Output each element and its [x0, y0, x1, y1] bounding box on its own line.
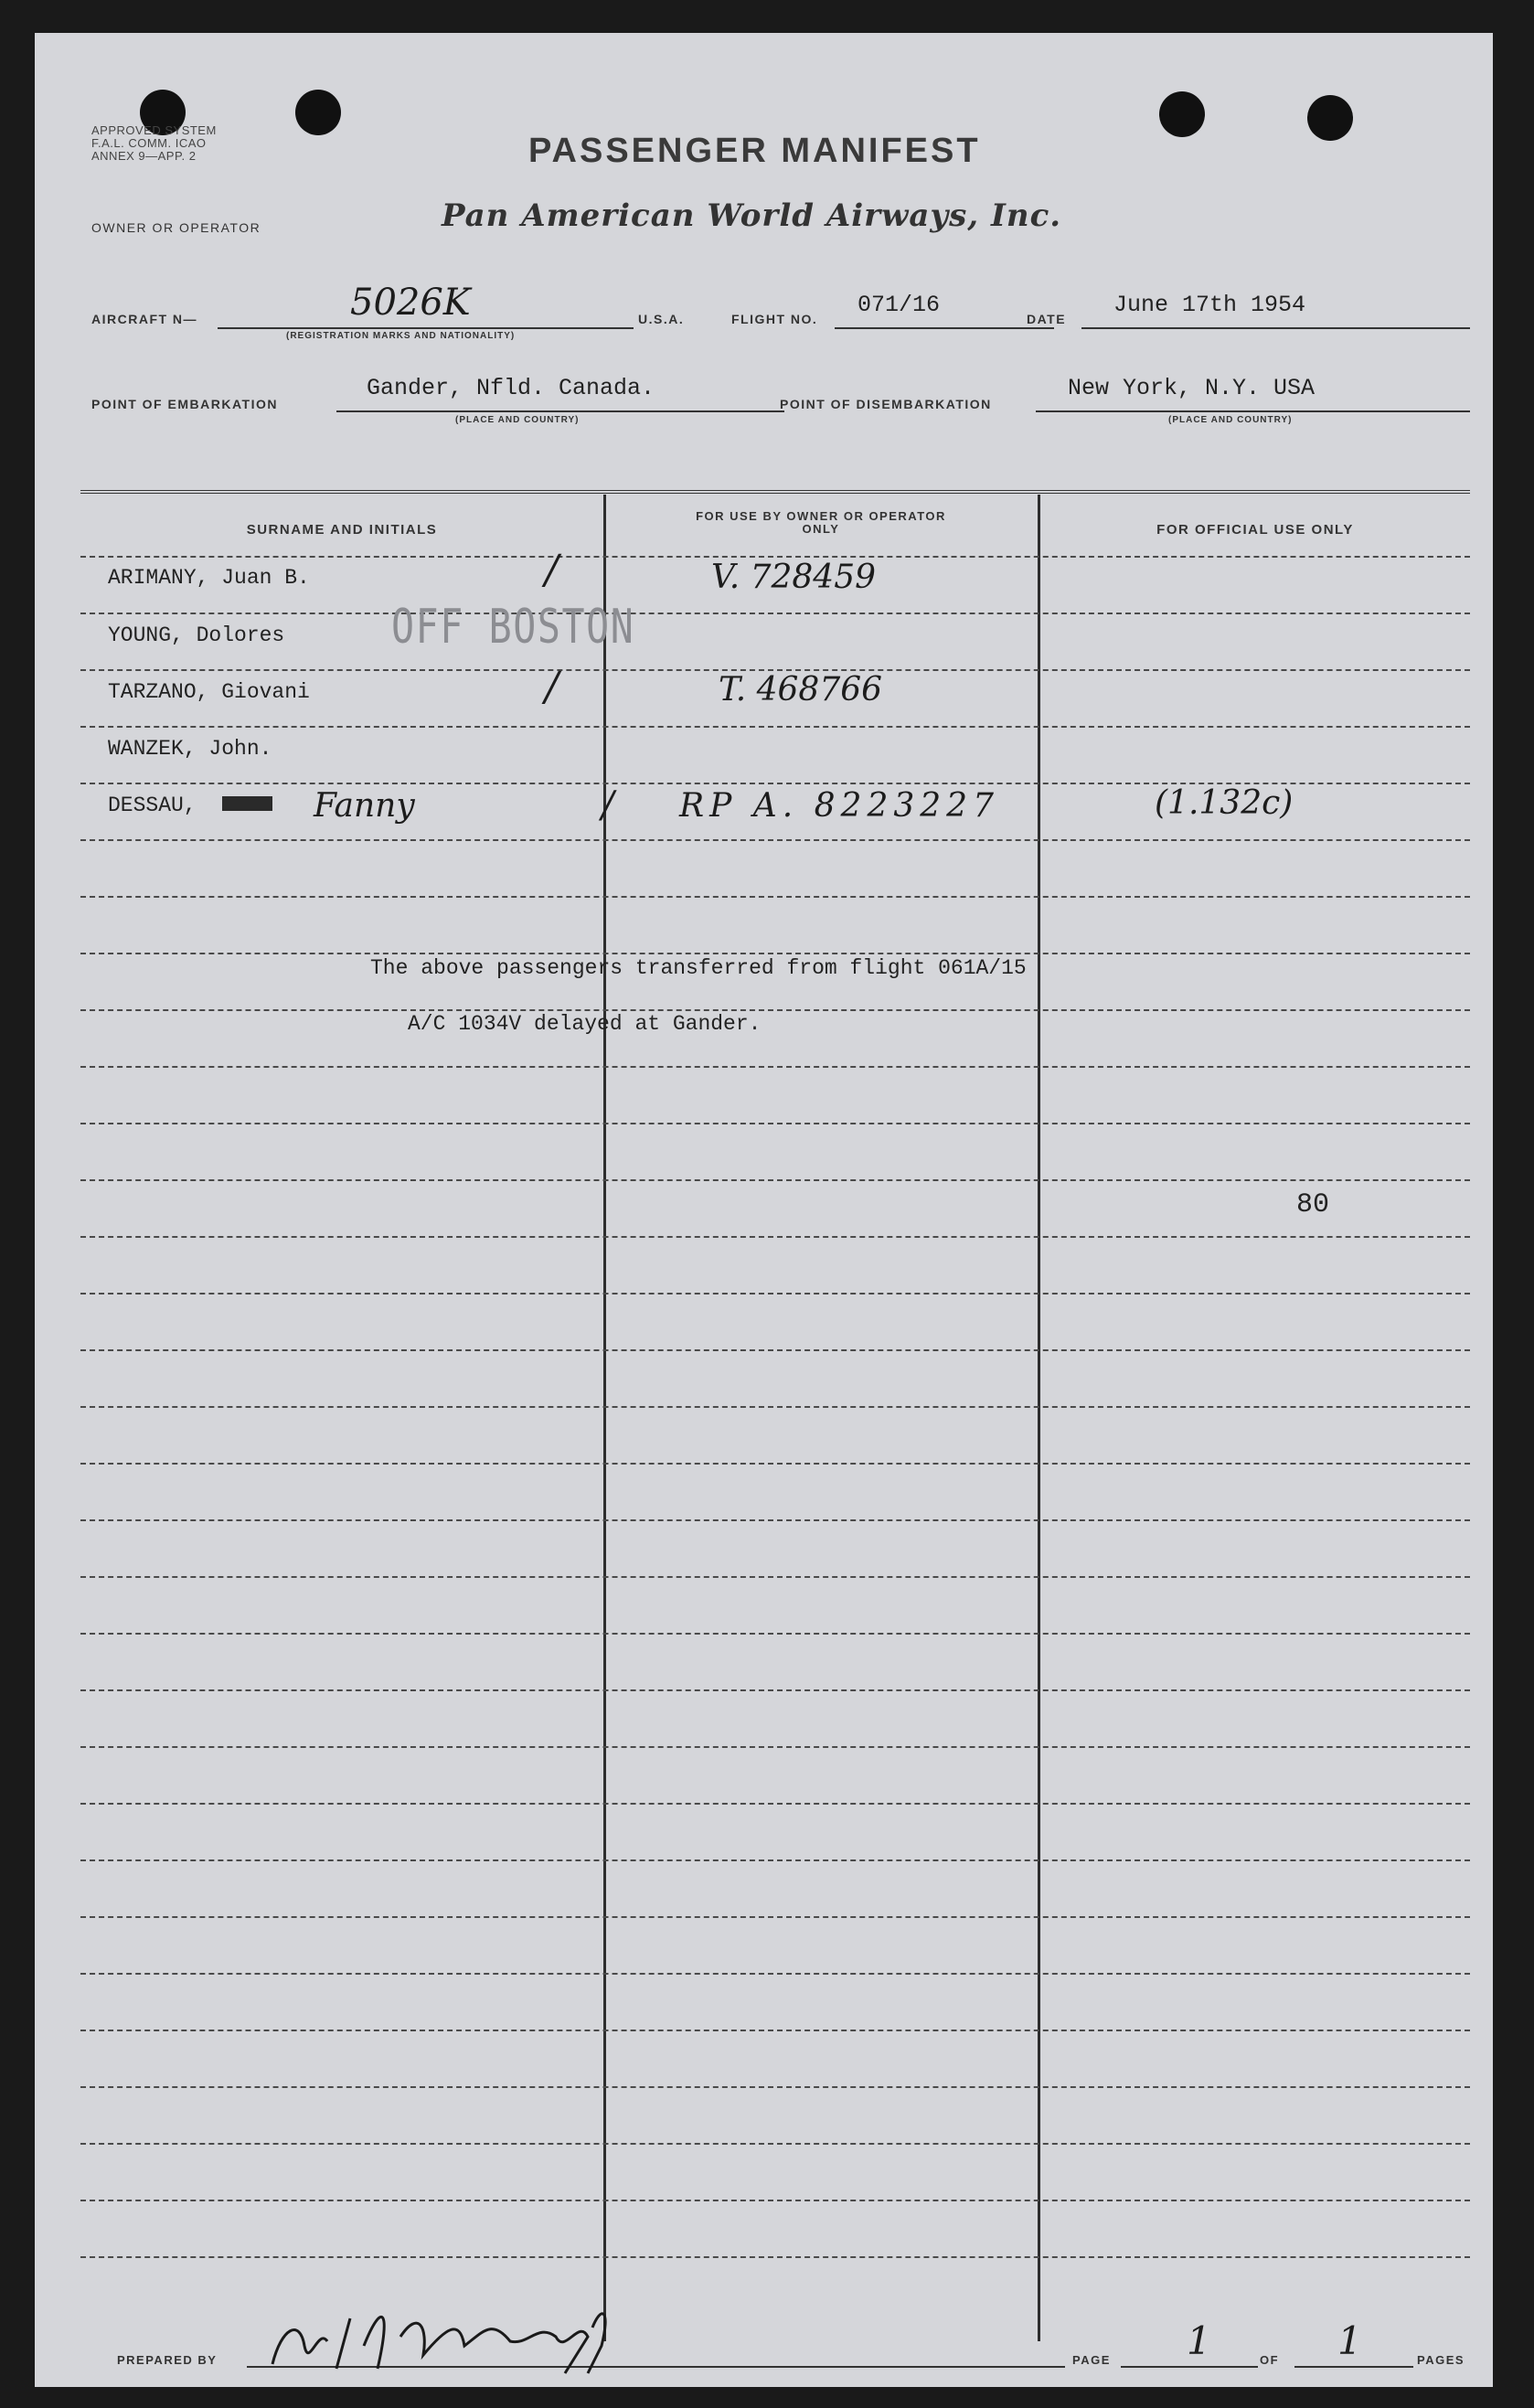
ruled-line: [80, 613, 1470, 614]
disembark-label: POINT OF DISEMBARKATION: [780, 397, 992, 411]
column-divider: [1038, 495, 1040, 2341]
flight-line: [835, 327, 1054, 329]
off-boston-stamp: OFF BOSTON: [391, 600, 635, 655]
operator-tick: /: [545, 547, 559, 593]
embark-sublabel: (PLACE AND COUNTRY): [455, 415, 580, 425]
passenger-name: ARIMANY, Juan B.: [108, 566, 310, 590]
punch-hole: [1307, 95, 1353, 141]
transfer-note: A/C 1034V delayed at Gander.: [408, 1012, 762, 1036]
date-label: DATE: [1027, 312, 1067, 326]
ruled-line: [80, 839, 1470, 841]
ruled-line: [80, 1179, 1470, 1181]
date-line: [1081, 327, 1470, 329]
page-value: 1: [1187, 2318, 1211, 2363]
ruled-line: [80, 2086, 1470, 2088]
ruled-line: [80, 2256, 1470, 2258]
disembark-line: [1036, 410, 1470, 412]
ruled-line: [80, 1009, 1470, 1011]
page-label: PAGE: [1072, 2353, 1111, 2367]
passenger-name: TARZANO, Giovani: [108, 680, 310, 704]
ruled-line: [80, 1406, 1470, 1408]
ruled-line: [80, 1746, 1470, 1748]
column-divider: [603, 495, 606, 2341]
strikeout-mark: [222, 796, 272, 811]
ruled-line: [80, 1689, 1470, 1691]
aircraft-label: AIRCRAFT N—: [91, 312, 198, 326]
company-name: Pan American World Airways, Inc.: [442, 197, 1062, 234]
ruled-line: [80, 1123, 1470, 1124]
operator-tick: /: [602, 784, 614, 826]
of-line: [1294, 2366, 1413, 2368]
ruled-line: [80, 1519, 1470, 1521]
ruled-line: [80, 1633, 1470, 1635]
ruled-line: [80, 1859, 1470, 1861]
flight-value: 071/16: [858, 292, 941, 318]
ruled-line: [80, 1463, 1470, 1465]
form-title: PASSENGER MANIFEST: [528, 132, 981, 170]
operator-note: V. 728459: [711, 559, 877, 596]
operator-note: T. 468766: [719, 671, 883, 709]
ruled-line: [80, 1066, 1470, 1068]
signature: [263, 2291, 675, 2378]
official-note: (1.132c): [1155, 784, 1294, 822]
margin-mark: 80: [1296, 1189, 1330, 1220]
operator-note: RP A. 8223227: [679, 787, 999, 825]
embark-label: POINT OF EMBARKATION: [91, 397, 278, 411]
column-header-official: FOR OFFICIAL USE ONLY: [1156, 522, 1354, 538]
ruled-line: [80, 726, 1470, 728]
page-line: [1121, 2366, 1258, 2368]
ruled-line: [80, 2143, 1470, 2145]
ruled-line: [80, 2200, 1470, 2201]
ruled-line: [80, 556, 1470, 558]
table-top-rule: [80, 490, 1470, 494]
embark-value: Gander, Nfld. Canada.: [367, 375, 655, 401]
passenger-name: YOUNG, Dolores: [108, 623, 285, 647]
ruled-line: [80, 1803, 1470, 1805]
punch-hole: [1159, 91, 1205, 137]
ruled-line: [80, 1236, 1470, 1238]
pages-value: 1: [1337, 2318, 1362, 2363]
ruled-line: [80, 1973, 1470, 1975]
aircraft-value: 5026K: [350, 282, 471, 324]
passenger-name: WANZEK, John.: [108, 737, 272, 761]
embark-line: [336, 410, 784, 412]
punch-hole: [295, 90, 341, 135]
aircraft-line: [218, 327, 634, 329]
pages-label: PAGES: [1417, 2353, 1465, 2367]
prepared-by-label: PREPARED BY: [117, 2353, 218, 2367]
disembark-sublabel: (PLACE AND COUNTRY): [1168, 415, 1293, 425]
approval-note: APPROVED SYSTEM F.A.L. COMM. ICAO ANNEX 9—APP. 2: [91, 123, 217, 163]
ruled-line: [80, 1293, 1470, 1295]
column-header-owner: FOR USE BY OWNER OR OPERATOR ONLY: [696, 509, 946, 536]
operator-tick: /: [545, 664, 559, 710]
disembark-value: New York, N.Y. USA: [1068, 375, 1316, 401]
manifest-sheet: [35, 33, 1493, 2387]
ruled-line: [80, 1349, 1470, 1351]
usa-label: U.S.A.: [638, 312, 685, 326]
aircraft-sublabel: (REGISTRATION MARKS AND NATIONALITY): [286, 331, 516, 341]
of-label: OF: [1260, 2353, 1280, 2367]
ruled-line: [80, 1916, 1470, 1918]
passenger-name-handwritten: Fanny: [314, 787, 415, 825]
ruled-line: [80, 953, 1470, 954]
ruled-line: [80, 1576, 1470, 1578]
owner-label: OWNER OR OPERATOR: [91, 220, 261, 235]
transfer-note: The above passengers transferred from flight 061A/15: [370, 956, 1027, 980]
ruled-line: [80, 2030, 1470, 2031]
passenger-name: DESSAU,: [108, 794, 197, 817]
column-header-names: SURNAME AND INITIALS: [246, 522, 438, 538]
flight-label: FLIGHT NO.: [731, 312, 818, 326]
date-value: June 17th 1954: [1113, 292, 1306, 318]
ruled-line: [80, 896, 1470, 898]
